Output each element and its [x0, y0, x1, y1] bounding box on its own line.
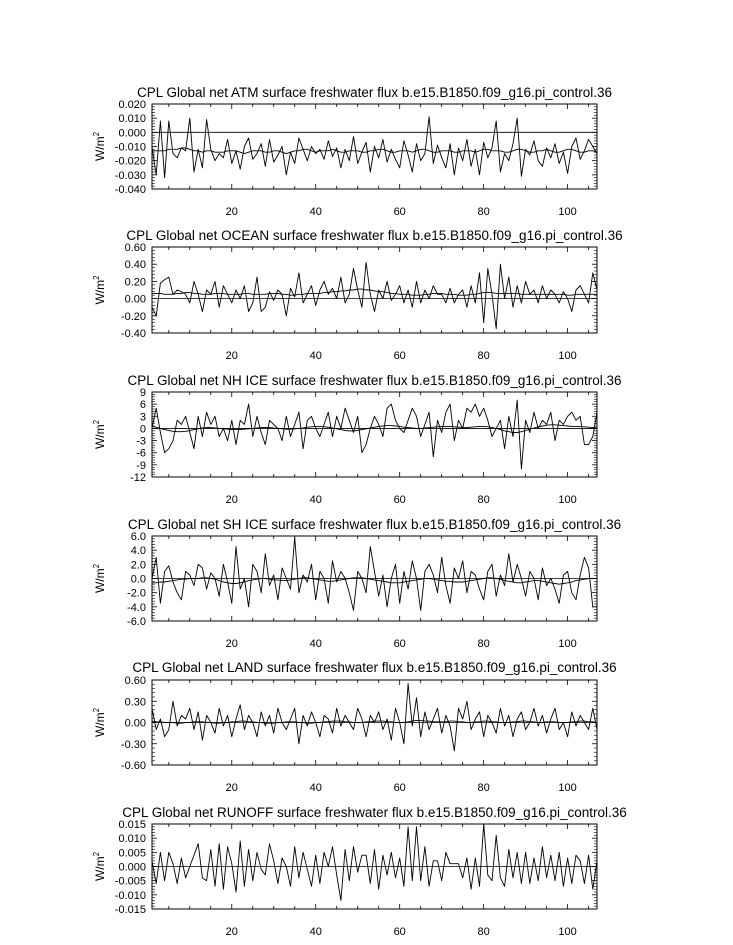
y-tick-label: -9 [136, 459, 146, 472]
y-tick-label: 0 [139, 423, 146, 436]
panel-4 [92, 517, 621, 650]
y-axis-label-unit: W/m [93, 568, 107, 594]
x-tick-label: 60 [393, 782, 406, 794]
y-tick-label: 6.0 [130, 531, 146, 543]
y-tick-label: 2.0 [130, 559, 146, 572]
y-axis-label-superscript: 2 [92, 563, 101, 569]
panel-2 [92, 228, 623, 362]
y-tick-label: -0.30 [120, 738, 146, 751]
x-tick-label: 20 [225, 638, 238, 650]
x-tick-label: 80 [477, 926, 490, 938]
y-tick-label: -0.010 [114, 889, 146, 902]
y-tick-label: 0.60 [124, 242, 146, 254]
x-tick-label: 60 [393, 350, 406, 362]
y-tick-label: 0.015 [118, 819, 146, 831]
y-tick-label: 0.010 [118, 113, 146, 126]
x-tick-label: 80 [477, 350, 490, 362]
y-tick-label: -0.20 [120, 310, 146, 323]
y-tick-label: 0.00 [124, 293, 146, 306]
y-axis-label-unit: W/m [93, 856, 107, 882]
y-tick-label: 0.30 [124, 696, 146, 709]
y-axis-label-unit: W/m [93, 136, 107, 162]
panel-6 [92, 805, 627, 938]
x-tick-label: 40 [309, 926, 322, 938]
series-line-1 [152, 400, 597, 469]
y-tick-label: 0.00 [124, 717, 146, 730]
y-tick-label: 0.010 [118, 833, 146, 846]
x-tick-label: 100 [558, 350, 577, 362]
series-line-1 [152, 824, 597, 901]
y-tick-label: -0.040 [114, 184, 146, 196]
x-tick-label: 100 [558, 926, 577, 938]
series-line-1 [152, 684, 597, 751]
x-tick-label: 60 [393, 206, 406, 218]
series-line-1 [152, 263, 597, 329]
panel-title: CPL Global net RUNOFF surface freshwater flux b.e15.B1850.f09_g16.pi_control.36 [122, 805, 627, 820]
x-tick-label: 80 [477, 782, 490, 794]
y-tick-label: 6 [139, 399, 146, 412]
y-tick-label: 0.60 [124, 675, 146, 687]
y-tick-label: 0.0 [130, 573, 146, 586]
y-tick-label: 4.0 [130, 545, 146, 558]
x-tick-label: 20 [225, 782, 238, 794]
panel-title: CPL Global net NH ICE surface freshwater flux b.e15.B1850.f09_g16.pi_control.36 [127, 373, 622, 388]
y-tick-label: -0.020 [114, 155, 146, 168]
y-tick-label: 0.020 [118, 99, 146, 111]
y-axis-label-unit: W/m [93, 712, 107, 738]
panel-3 [92, 373, 622, 506]
y-tick-label: -3 [136, 435, 146, 448]
x-tick-label: 60 [393, 926, 406, 938]
y-tick-label: -0.005 [114, 875, 146, 888]
x-tick-label: 20 [225, 926, 238, 938]
panel-1 [92, 85, 612, 218]
y-axis-label-superscript: 2 [92, 851, 101, 857]
x-tick-label: 60 [393, 494, 406, 506]
y-tick-label: 0.000 [118, 861, 146, 874]
panel-title: CPL Global net SH ICE surface freshwater flux b.e15.B1850.f09_g16.pi_control.36 [127, 517, 622, 532]
y-axis-label [92, 851, 107, 881]
series-line-1 [152, 537, 597, 610]
y-axis-label-superscript: 2 [92, 419, 101, 425]
y-axis-label [92, 419, 107, 449]
y-axis-label-unit: W/m [93, 279, 107, 305]
x-tick-label: 20 [225, 350, 238, 362]
y-axis-label-unit: W/m [93, 424, 107, 450]
y-axis-label-superscript: 2 [92, 707, 101, 713]
x-tick-label: 20 [225, 206, 238, 218]
y-tick-label: 0.20 [124, 276, 146, 289]
y-axis-label [92, 275, 107, 305]
x-tick-label: 40 [309, 206, 322, 218]
x-tick-label: 100 [558, 638, 577, 650]
x-tick-label: 80 [477, 638, 490, 650]
x-tick-label: 40 [309, 494, 322, 506]
panel-title: CPL Global net LAND surface freshwater flux b.e15.B1850.f09_g16.pi_control.36 [132, 660, 617, 675]
y-tick-label: -6.0 [127, 616, 146, 628]
x-tick-label: 40 [309, 782, 322, 794]
panel-5 [92, 660, 617, 794]
x-tick-label: 60 [393, 638, 406, 650]
series-line-1 [152, 117, 597, 178]
x-tick-label: 80 [477, 494, 490, 506]
y-tick-label: -0.40 [120, 328, 146, 340]
plot-frame [152, 247, 597, 333]
x-tick-label: 100 [558, 782, 577, 794]
y-tick-label: -2.0 [127, 587, 146, 600]
y-tick-label: -0.60 [120, 760, 146, 772]
y-axis-label-superscript: 2 [92, 131, 101, 137]
panel-title: CPL Global net OCEAN surface freshwater flux b.e15.B1850.f09_g16.pi_control.36 [126, 228, 623, 243]
x-tick-label: 100 [558, 494, 577, 506]
y-tick-label: -0.015 [114, 904, 146, 916]
y-tick-label: 3 [139, 411, 146, 424]
y-tick-label: -6 [136, 447, 146, 460]
y-tick-label: 0.005 [118, 847, 146, 860]
y-tick-label: -12 [130, 472, 146, 484]
y-axis-label [92, 707, 107, 737]
x-tick-label: 100 [558, 206, 577, 218]
series-line-2 [152, 289, 597, 295]
y-axis-label [92, 131, 107, 161]
x-tick-label: 40 [309, 350, 322, 362]
y-tick-label: -0.010 [114, 141, 146, 154]
y-axis-label [92, 563, 107, 593]
y-tick-label: 0.40 [124, 259, 146, 272]
x-tick-label: 40 [309, 638, 322, 650]
x-tick-label: 80 [477, 206, 490, 218]
y-tick-label: -4.0 [127, 601, 146, 614]
x-tick-label: 20 [225, 494, 238, 506]
y-tick-label: 9 [139, 387, 146, 399]
panel-title: CPL Global net ATM surface freshwater flux b.e15.B1850.f09_g16.pi_control.36 [136, 85, 613, 100]
y-tick-label: -0.030 [114, 169, 146, 182]
y-tick-label: 0.000 [118, 127, 146, 140]
y-axis-label-superscript: 2 [92, 275, 101, 280]
